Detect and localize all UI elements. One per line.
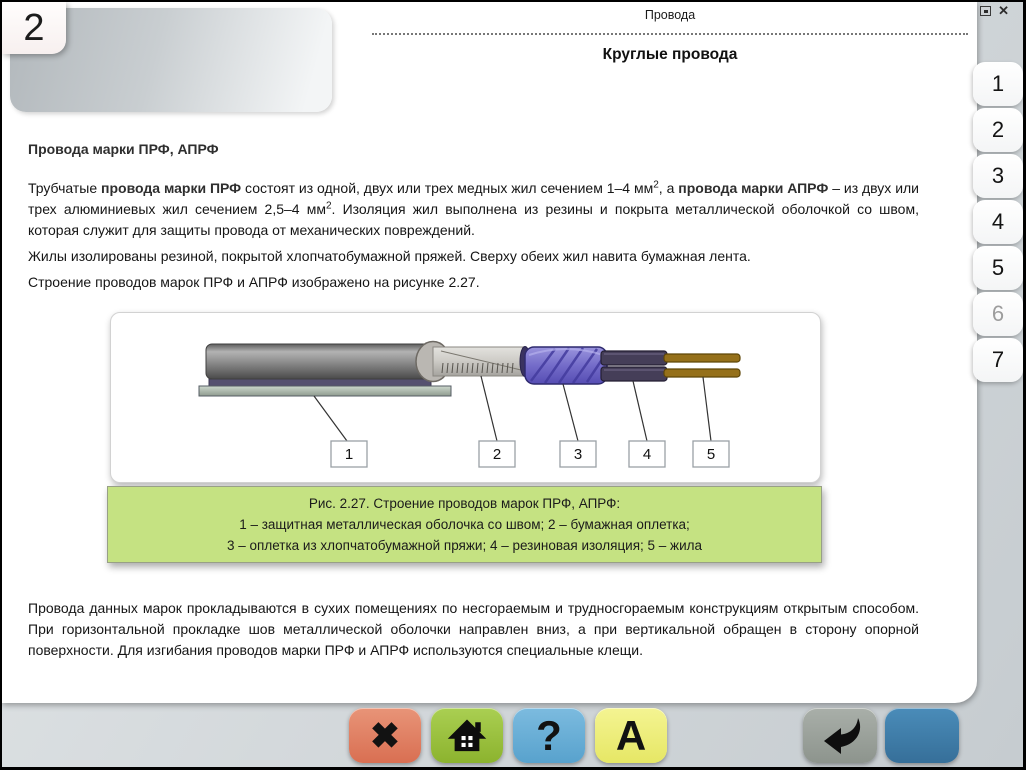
minimize-icon[interactable]	[980, 6, 991, 16]
close-button[interactable]	[349, 708, 421, 763]
wire-illustration	[111, 313, 820, 482]
figure-label-5: 5	[706, 446, 716, 463]
article-text-top	[28, 178, 919, 298]
back-button[interactable]	[803, 708, 877, 763]
paragraph-2: Жилы изолированы резиной, покрытой хлопчатобумажной пряжей. Сверху обеих жил навита бумажная лента.	[28, 248, 751, 264]
return-arrow-icon	[816, 712, 864, 760]
wire-metal-sheath	[206, 344, 434, 379]
wire-conductor-top	[664, 354, 740, 362]
figure-label-1: 1	[344, 446, 354, 463]
breadcrumb: Провода	[644, 8, 696, 22]
next-button[interactable]	[885, 708, 959, 763]
sidebar-tab-1[interactable]: 1	[973, 62, 1023, 106]
home-button[interactable]	[431, 708, 503, 763]
article-text-bottom	[28, 598, 919, 666]
question-icon: ?	[536, 711, 562, 759]
wire-seam-plate	[199, 386, 451, 396]
figure-label-4: 4	[642, 446, 652, 463]
figure-caption	[107, 486, 822, 563]
page-header	[372, 6, 968, 64]
x-icon: ✖	[369, 714, 401, 756]
caption-line-2: 1 – защитная металлическая оболочка со швом; 2 – бумажная оплетка;	[239, 517, 690, 532]
dotted-divider	[372, 33, 968, 35]
font-size-button[interactable]	[595, 708, 667, 763]
page-tab-rail	[973, 62, 1023, 384]
caption-line-1: Рис. 2.27. Строение проводов марок ПРФ, АПРФ:	[308, 496, 621, 511]
sidebar-tab-4[interactable]: 4	[973, 200, 1023, 244]
wire-rubber-core-top	[601, 351, 667, 365]
figure-label-3: 3	[573, 446, 583, 463]
wire-seam-strip	[209, 379, 431, 386]
application-window	[2, 2, 1023, 767]
figure-label-2: 2	[492, 446, 502, 463]
sidebar-tab-6[interactable]: 6	[973, 292, 1023, 336]
sidebar-tab-3[interactable]: 3	[973, 154, 1023, 198]
house-icon	[445, 714, 489, 758]
close-icon[interactable]: ✕	[998, 3, 1009, 18]
paragraph-1: Трубчатые провода марки ПРФ состоят из одной, двух или трех медных жил сечением 1–4 $мм^2$, а провода марки АПРФ – из двух или трех алюминиевых жил сечением 2,5–4 $мм^2$. Изоляция жил выполнена из резины и покрыта металлической оболочкой со швом, которая служит для защиты провода от механических повреждений.	[28, 179, 920, 238]
sidebar-tab-5[interactable]: 5	[973, 246, 1023, 290]
page-title: Круглые провода	[602, 46, 738, 63]
paragraph-4: Провода данных марок прокладываются в сухих помещениях по несгораемым и трудносгораемым конструкциям открытым способом. При горизонтальной прокладке шов металлической оболочки направлен вниз, а при вертикальной обращен в сторону опорной поверхности. Для изгибания проводов марки ПРФ и АПРФ используются специальные клещи.	[28, 600, 919, 658]
figure-frame	[110, 312, 821, 483]
caption-line-3: 3 – оплетка из хлопчатобумажной пряжи; 4 – резиновая изоляция; 5 – жила	[227, 538, 702, 553]
letter-a-icon: A	[615, 711, 647, 759]
help-button[interactable]	[513, 708, 585, 763]
wire-conductor-bottom	[664, 369, 740, 377]
sidebar-tab-2[interactable]: 2	[973, 108, 1023, 152]
wire-rubber-core-bottom	[601, 367, 667, 381]
section-heading: Провода марки ПРФ, АПРФ	[28, 141, 219, 157]
sidebar-tab-7[interactable]: 7	[973, 338, 1023, 382]
window-controls	[980, 5, 1009, 17]
chapter-number-tab[interactable]: 2	[2, 2, 66, 54]
paragraph-3: Строение проводов марок ПРФ и АПРФ изображено на рисунке 2.27.	[28, 274, 480, 290]
